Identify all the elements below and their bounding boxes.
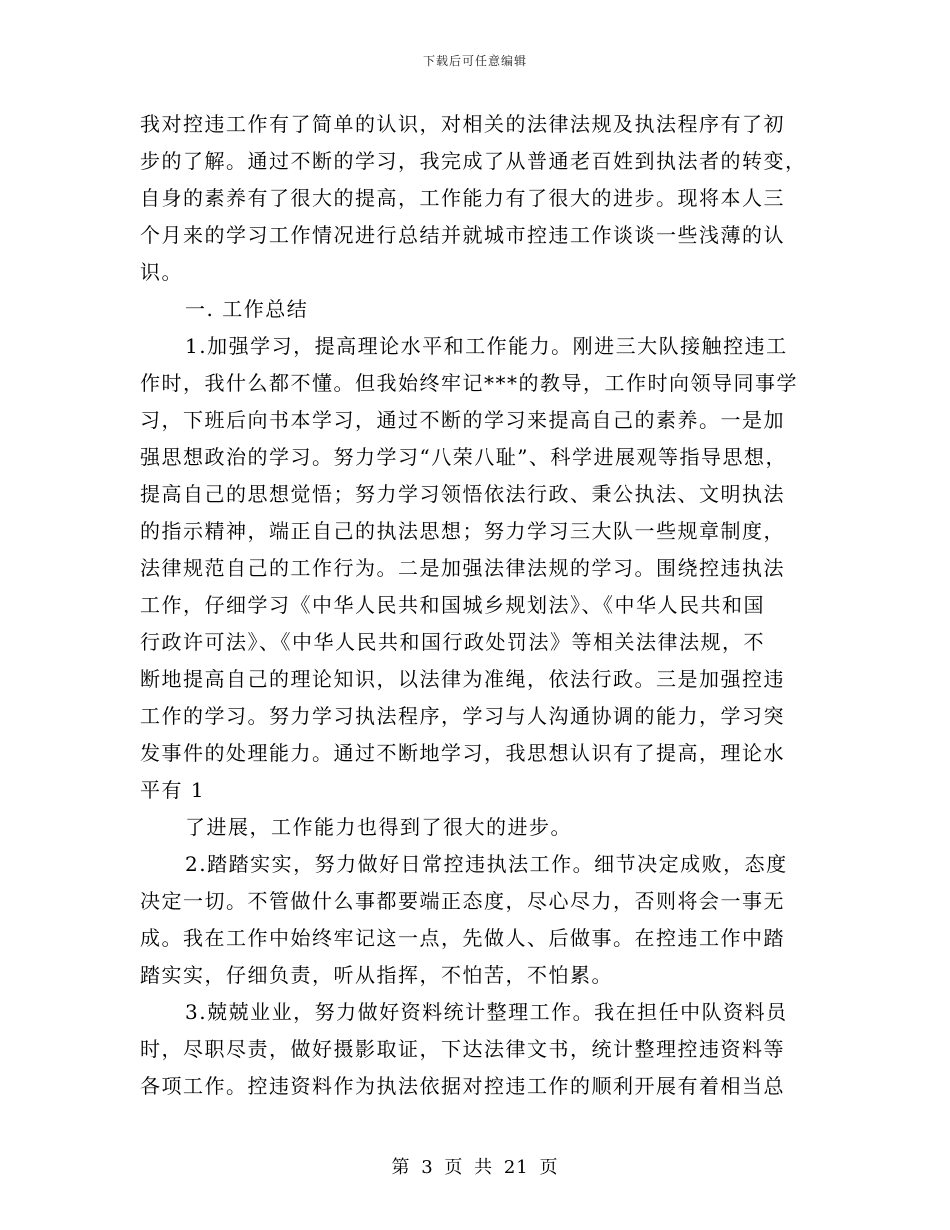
text-line: 工作，仔细学习《中华人民共和国城乡规划法》、《中华人民共和国 — [140, 593, 765, 617]
text-line: 个月来的学习工作情况进行总结并就城市控违工作谈谈一些浅薄的认 — [140, 223, 785, 247]
text-line: 2.踏踏实实，努力做好日常控违执法工作。细节决定成败，态度 — [185, 852, 788, 876]
text-line: 我对控违工作有了简单的认识，对相关的法律法规及执法程序有了初 — [140, 112, 785, 136]
text-line: 一. 工作总结 — [185, 297, 309, 321]
page-number: 第 3 页 共 21 页 — [391, 1157, 559, 1178]
text-line: 自身的素养有了很大的提高，工作能力有了很大的进步。现将本人三 — [140, 186, 785, 210]
text-line: 断地提高自己的理论知识，以法律为准绳，依法行政。三是加强控违 — [140, 667, 785, 691]
text-line: 习，下班后向书本学习，通过不断的学习来提高自己的素养。一是加 — [140, 408, 785, 432]
text-line: 决定一切。不管做什么事都要端正态度，尽心尽力，否则将会一事无 — [140, 889, 785, 913]
text-line: 强思想政治的学习。努力学习“八荣八耻”、科学进展观等指导思想， — [140, 445, 787, 469]
text-line: 作时，我什么都不懂。但我始终牢记***的教导，工作时向领导同事学 — [140, 371, 798, 395]
text-line: 法律规范自己的工作行为。二是加强法律法规的学习。围绕控违执法 — [140, 556, 785, 580]
text-line: 提高自己的思想觉悟；努力学习领悟依法行政、秉公执法、文明执法 — [140, 482, 785, 506]
text-line: 步的了解。通过不断的学习，我完成了从普通老百姓到执法者的转变， — [140, 149, 807, 173]
text-line: 3.兢兢业业，努力做好资料统计整理工作。我在担任中队资料员 — [185, 1000, 788, 1024]
text-line: 踏实实，仔细负责，听从指挥，不怕苦，不怕累。 — [140, 963, 613, 987]
text-line: 平有 1 — [140, 778, 206, 802]
text-line: 成。我在工作中始终牢记这一点，先做人、后做事。在控违工作中踏 — [140, 926, 785, 950]
text-line: 的指示精神，端正自己的执法思想；努力学习三大队一些规章制度， — [140, 519, 785, 543]
text-line: 1.加强学习，提高理论水平和工作能力。刚进三大队接触控违工 — [185, 334, 788, 358]
text-line: 工作的学习。努力学习执法程序，学习与人沟通协调的能力，学习突 — [140, 704, 785, 728]
text-line: 时，尽职尽责，做好摄影取证，下达法律文书，统计整理控违资料等 — [140, 1037, 785, 1061]
text-line: 了进展，工作能力也得到了很大的进步。 — [185, 815, 572, 839]
text-line: 行政许可法》、《中华人民共和国行政处罚法》等相关法律法规，不 — [140, 630, 765, 654]
page-header: 下载后可任意编辑 — [422, 54, 527, 68]
text-line: 识。 — [140, 260, 183, 284]
text-line: 发事件的处理能力。通过不断地学习，我思想认识有了提高，理论水 — [140, 741, 785, 765]
text-line: 各项工作。控违资料作为执法依据对控违工作的顺利开展有着相当总 — [140, 1074, 785, 1098]
document-body — [140, 106, 810, 1105]
